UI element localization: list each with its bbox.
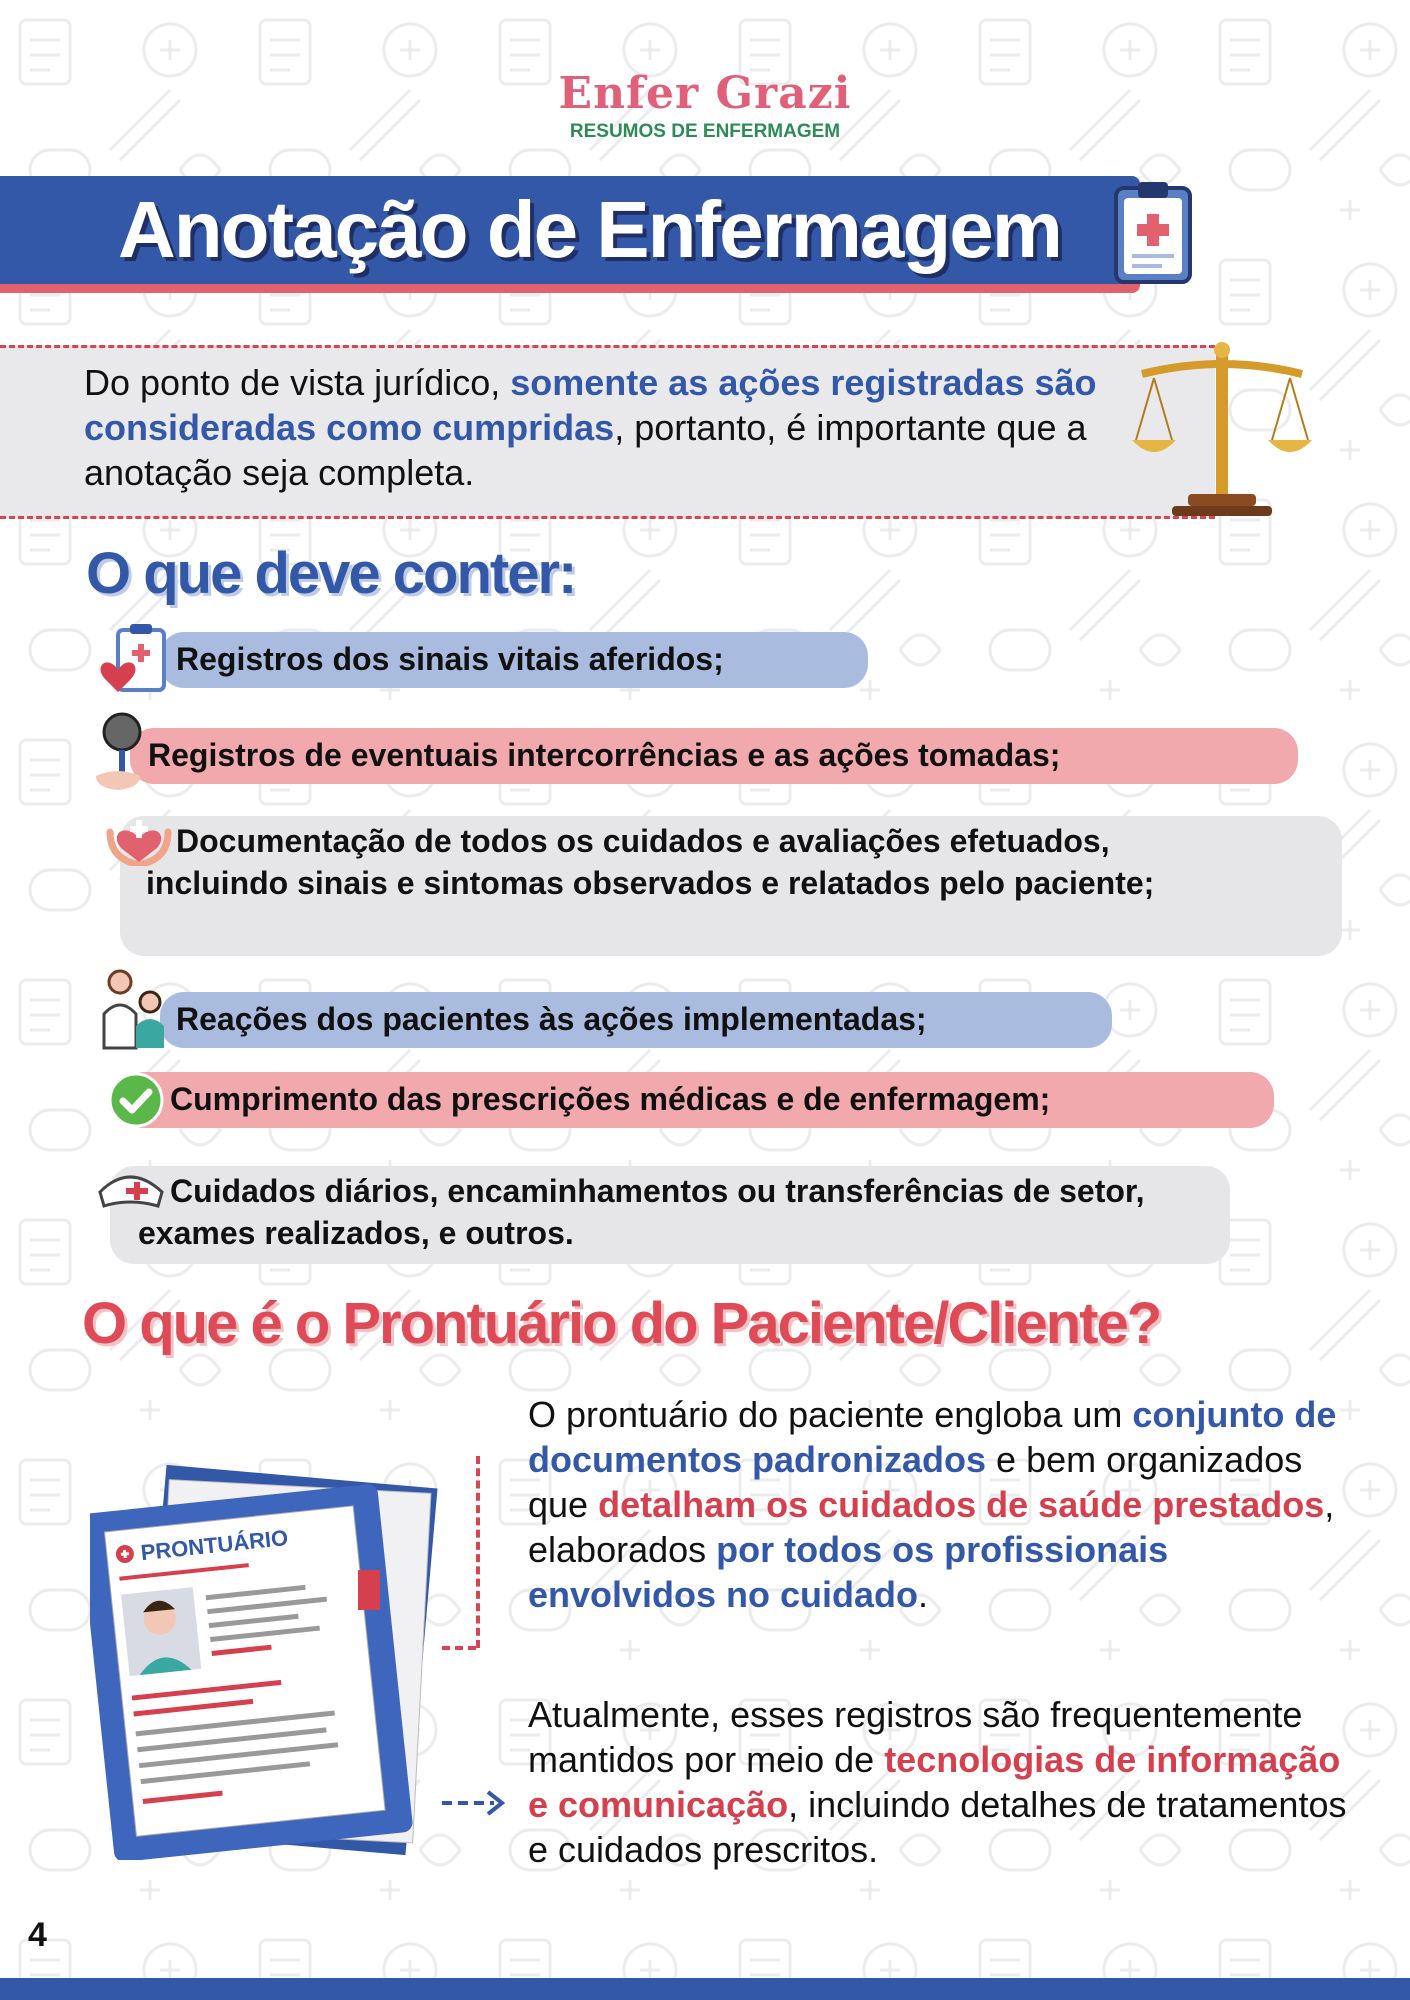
p2-text: , incluindo detalhes de tratamentos e cuidados prescritos. [528, 1784, 1347, 1870]
arrow-right-icon [440, 1788, 510, 1818]
intro-part2: , portanto, é importante que a anotação seja completa. [84, 407, 1087, 493]
intro-part1: Do ponto de vista jurídico, [84, 362, 511, 403]
check-circle-icon [108, 1072, 164, 1128]
list-item-text-line1: Documentação de todos os cuidados e avaliações efetuados, [176, 823, 1110, 859]
doctor-patient-icon [96, 968, 170, 1050]
hands-heart-icon [106, 802, 172, 866]
brand-name: Enfer Grazi [558, 68, 852, 119]
clipboard-heart-icon [100, 622, 170, 698]
brand-subtitle: RESUMOS DE ENFERMAGEM [569, 121, 841, 142]
list-item-text: Cumprimento das prescrições médicas e de enfermagem; [170, 1081, 1051, 1117]
list-item [160, 632, 868, 688]
p1-highlight-blue: por todos os profissionais envolvidos no cuidado [528, 1529, 1169, 1615]
list-item [160, 992, 1112, 1048]
list-item-text: Cuidados diários, encaminhamentos ou transferências de setor, exames realizados, e outros. [138, 1173, 1145, 1251]
section-heading-prontuario: O que é o Prontuário do Paciente/Cliente? [82, 1291, 1161, 1356]
connector-line [476, 1456, 480, 1648]
p1-highlight-red: detalham os cuidados de saúde prestados [598, 1484, 1325, 1525]
nurse-cap-icon [96, 1166, 166, 1212]
p2-highlight-red: tecnologias de informação e comunicação [528, 1739, 1341, 1825]
connector-line [442, 1646, 476, 1650]
footer-bar [0, 1978, 1410, 2000]
stethoscope-icon [92, 710, 148, 794]
section-heading-contents: O que deve conter: [86, 541, 576, 606]
scale-of-justice-icon [1132, 342, 1312, 522]
intro-paragraph [84, 360, 1154, 495]
medical-record-illustration [90, 1450, 470, 1860]
p2-text: Atualmente, esses registros são frequentemente mantidos por meio de [528, 1694, 1303, 1780]
list-item-text: Reações dos pacientes às ações implementadas; [176, 1001, 927, 1037]
list-item-text: Registros de eventuais intercorrências e as ações tomadas; [148, 737, 1061, 773]
list-item-text: Registros dos sinais vitais aferidos; [176, 641, 724, 677]
p1-text: . [918, 1574, 929, 1615]
list-item [130, 728, 1298, 784]
intro-box [0, 345, 1215, 519]
intro-highlight: somente as ações registradas são consideradas como cumpridas [84, 362, 1097, 448]
page-number: 4 [28, 1916, 47, 1954]
record-label: PRONTUÁRIO [139, 1524, 290, 1566]
title-band [0, 176, 1140, 293]
clipboard-icon [1112, 180, 1194, 286]
prontuario-paragraph-1 [528, 1392, 1348, 1617]
page-title: Anotação de Enfermagem [118, 185, 1061, 274]
list-item-text-rest: incluindo sinais e sintomas observados e relatados pelo paciente; [146, 865, 1155, 901]
brand-header [0, 68, 1410, 143]
list-item [120, 816, 1342, 956]
p1-text: e bem organizados que [528, 1439, 1303, 1525]
prontuario-paragraph-2 [528, 1692, 1348, 1872]
p1-text: , elaborados [528, 1484, 1335, 1570]
p1-highlight-blue: conjunto de documentos padronizados [528, 1394, 1337, 1480]
list-item [110, 1166, 1230, 1264]
p1-text: O prontuário do paciente engloba um [528, 1394, 1133, 1435]
list-item [120, 1072, 1274, 1128]
